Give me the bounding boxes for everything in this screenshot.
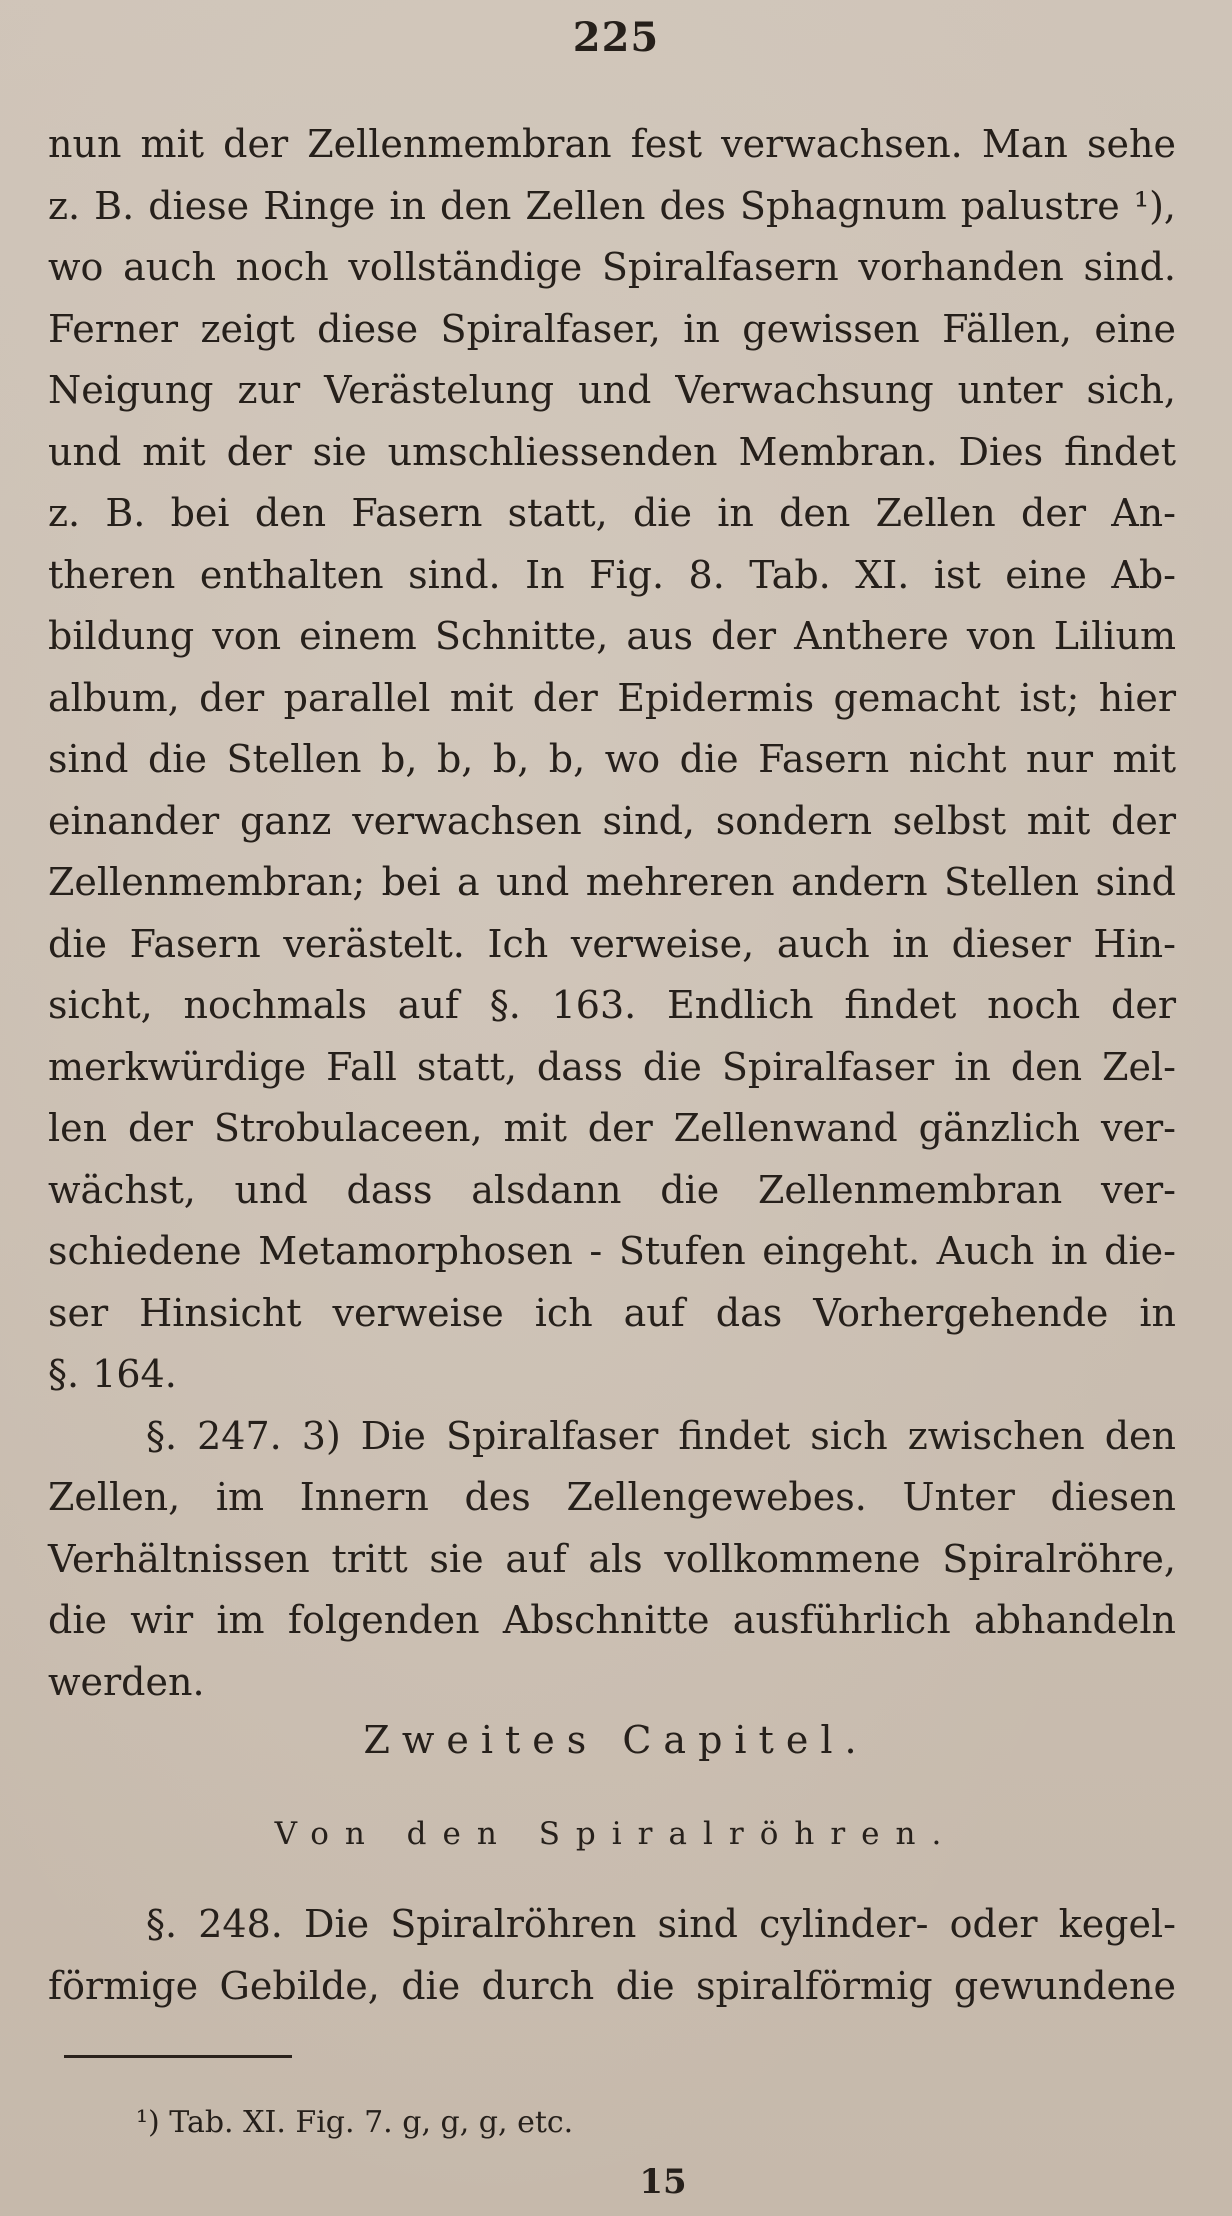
text-line: einander ganz verwachsen sind, sondern selbst mit der	[48, 798, 1176, 843]
text-line: merkwürdige Fall statt, dass die Spiralfaser in den Zel-	[48, 1044, 1176, 1089]
section-247-line: Zellen, im Innern des Zellengewebes. Unter diesen	[48, 1475, 1176, 1519]
text-line: schiedene Metamorphosen - Stufen eingeht. Auch in die-	[48, 1229, 1176, 1273]
text-line: sicht, nochmals auf §. 163. Endlich findet noch der	[48, 983, 1176, 1027]
text-line: wo auch noch vollständige Spiralfasern vorhanden sind.	[48, 245, 1176, 289]
text-line: nun mit der Zellenmembran fest verwachsen. Man sehe	[48, 122, 1176, 166]
section-247-line: werden.	[48, 1659, 205, 1704]
text-line: §. 164.	[48, 1352, 177, 1396]
text-line: Zellenmembran; bei a und mehreren andern Stellen sind	[48, 860, 1176, 904]
section-subtitle: Von den Spiralröhren.	[274, 1816, 958, 1852]
text-line: ser Hinsicht verweise ich auf das Vorhergehende in	[48, 1290, 1176, 1335]
section-248	[48, 1894, 1176, 2017]
text-line: Neigung zur Verästelung und Verwachsung unter sich,	[48, 368, 1176, 412]
text-line: und mit der sie umschliessenden Membran. Dies findet	[48, 429, 1176, 474]
text-line: wächst, und dass alsdann die Zellenmembran ver-	[48, 1167, 1176, 1212]
section-248-line: förmige Gebilde, die durch die spiralförmig gewundene	[48, 1963, 1176, 2008]
text-line: len der Strobulaceen, mit der Zellenwand gänzlich ver-	[48, 1106, 1176, 1150]
section-247-line: Verhältnissen tritt sie auf als vollkommene Spiralröhre,	[48, 1536, 1176, 1581]
text-line: z. B. diese Ringe in den Zellen des Sphagnum palustre ¹),	[48, 183, 1176, 228]
text-line: album, der parallel mit der Epidermis gemacht ist; hier	[48, 675, 1176, 720]
text-line: sind die Stellen b, b, b, b, wo die Fasern nicht nur mit	[48, 737, 1176, 781]
signature-mark: 15	[639, 2162, 687, 2202]
section-247-line: die wir im folgenden Abschnitte ausführlich abhandeln	[48, 1598, 1176, 1642]
section-248-line: §. 248. Die Spiralröhren sind cylinder- oder kegel-	[146, 1902, 1176, 1946]
text-line: bildung von einem Schnitte, aus der Anthere von Lilium	[48, 614, 1176, 658]
chapter-title: Zweites Capitel.	[363, 1718, 869, 1762]
text-line: Ferner zeigt diese Spiralfaser, in gewissen Fällen, eine	[48, 306, 1176, 351]
paragraph-continuation	[48, 114, 1176, 1713]
text-line: z. B. bei den Fasern statt, die in den Zellen der An-	[48, 491, 1176, 535]
text-line: die Fasern verästelt. Ich verweise, auch in dieser Hin-	[48, 921, 1176, 966]
page-number: 225	[572, 14, 660, 61]
footnote: ¹) Tab. XI. Fig. 7. g, g, g, etc.	[136, 2105, 574, 2140]
footnote-rule	[64, 2055, 292, 2058]
text-line: theren enthalten sind. In Fig. 8. Tab. XI. ist eine Ab-	[48, 552, 1176, 597]
section-247-line: §. 247. 3) Die Spiralfaser findet sich zwischen den	[146, 1413, 1176, 1458]
